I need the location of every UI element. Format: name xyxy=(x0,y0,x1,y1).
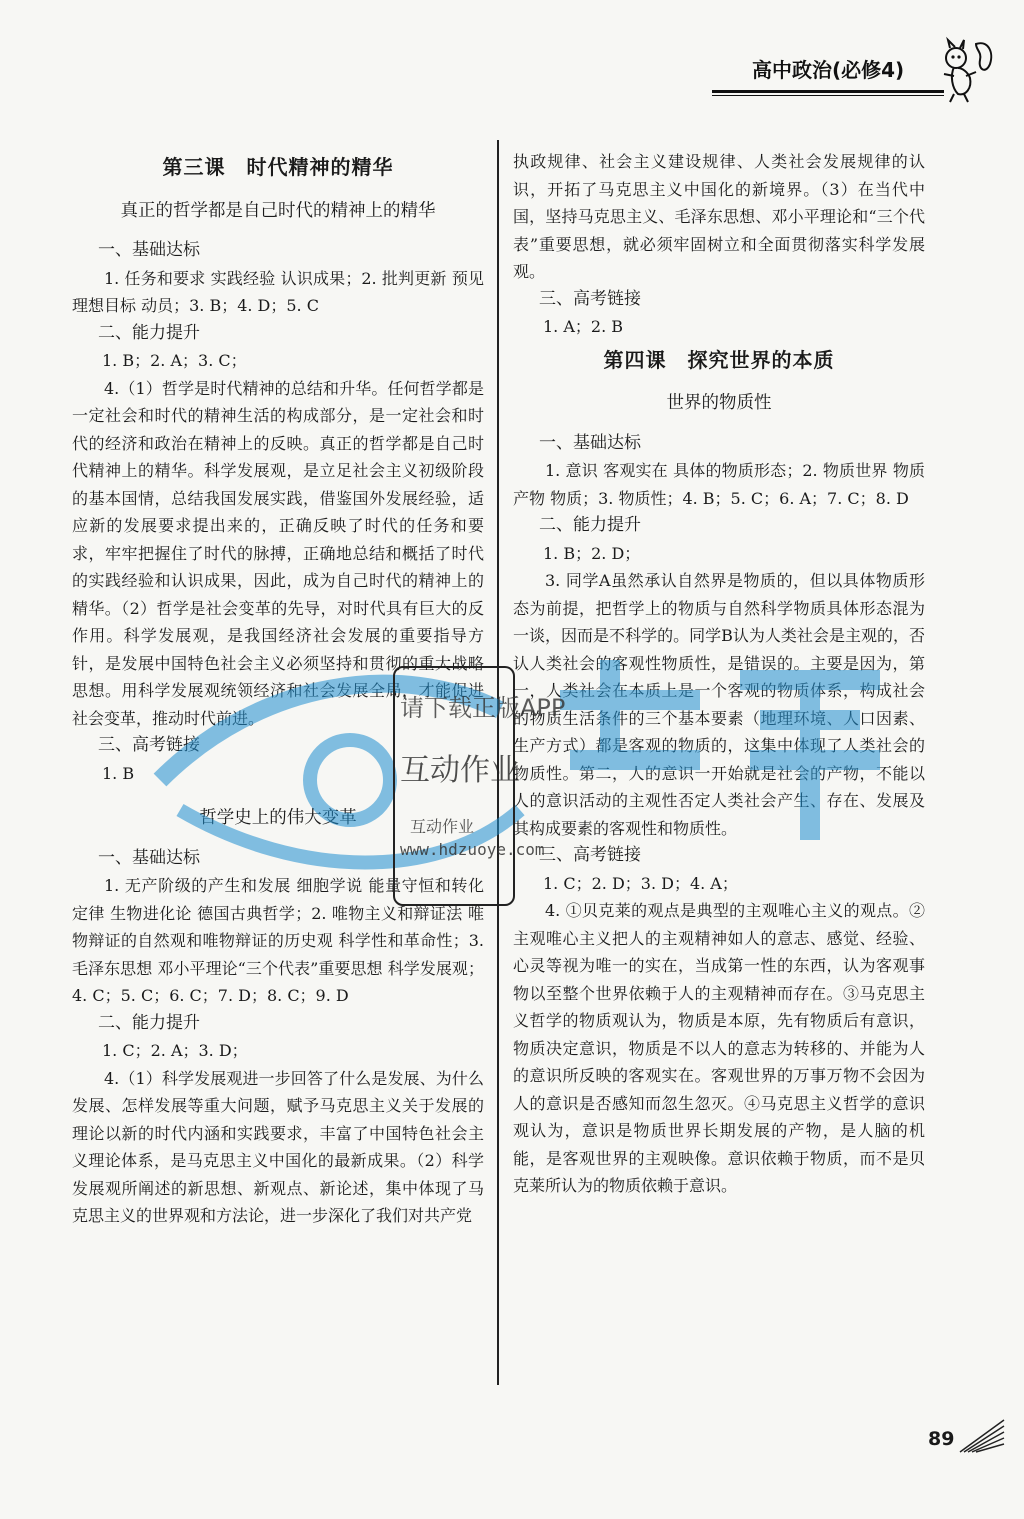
ability-answers: 1. C；2. A；3. D； xyxy=(102,1041,248,1060)
squirrel-mascot-icon xyxy=(936,36,996,106)
ability-text: 3. 同学A虽然承认自然界是物质的，但以具体物质形态为前提，把哲学上的物质与自然科学物质具体形态混为一谈，因而是不科学的。同学B认为人类社会是主观的，否认人类社会的客观性物质性，是错误的。主要是因为，第一，人类社会在本质上是一个客观的物质体系，构成社会的物质生活条件的三个基本要素（地理环境、人口因素、生产方式）都是客观的物质的，这集中体现了人类社会的物质性。第二，人的意识一开始就是社会的产物，不能以人的意识活动的主观性否定人类社会产生、存在、发展及其构成要素的客观性和物质性。 xyxy=(513,571,925,838)
header-rule xyxy=(712,90,944,93)
lesson-title: 第三课 时代精神的精华 xyxy=(162,155,394,179)
watermark-line2: 互动作业 xyxy=(400,753,520,788)
heading-basic: 一、基础达标 xyxy=(98,847,200,868)
book-title: 高中政治(必修4) xyxy=(752,58,905,82)
continued-text: 执政规律、社会主义建设规律、人类社会发展规律的认识，开拓了马克思主义中国化的新境界。（3）在当代中国，坚持马克思主义、毛泽东思想、邓小平理论和“三个代表”重要思想，就必须牢固树立和全面贯彻落实科学发展观。 xyxy=(513,152,925,281)
ability-text: 4.（1）科学发展观进一步回答了什么是发展、为什么发展、怎样发展等重大问题，赋予马克思主义关于发展的理论以新的时代内涵和实践要求，丰富了中国特色社会主义理论体系，是马克思主义中国化的最新成果。（2）科学发展观所阐述的新思想、新观点、新论述，集中体现了马克思主义的世界观和方法论，进一步深化了我们对共产党 xyxy=(72,1068,484,1225)
heading-ability: 二、能力提升 xyxy=(98,1012,200,1033)
watermark-line1: 请下载正版APP xyxy=(400,694,566,722)
header-rule-thin xyxy=(712,95,944,96)
heading-exam: 三、高考链接 xyxy=(98,735,200,755)
basic-answers: 1. 无产阶级的产生和发展 细胞学说 能量守恒和转化定律 生物进化论 德国古典哲学；2. 唯物主义和辩证法 唯物辩证的自然观和唯物辩证的历史观 科学性和革命性；3. 毛泽东思想 邓小平理论“三个代表”重要思想 科学发展观；4. C；5. C；6. C；7. D；8. C；9. D xyxy=(72,876,484,1005)
exam-text: 4. ①贝克莱的观点是典型的主观唯心主义的观点。②主观唯心主义把人的主观精神如人的意志、感觉、经验、心灵等视为唯一的实在，当成第一性的东西，认为客观事物以至整个世界依赖于人的主观精神而存在。③马克思主义哲学的物质观认为，物质是本原，先有物质后有意识，物质决定意识，物质是不以人的意志为转移的、并能为人的意识所反映的客观实在。客观世界的万事万物不会因为人的意识是否感知而忽生忽灭。④马克思主义哲学的意识观认为，意识是物质世界长期发展的产物，是人脑的机能，是客观世界的主观映像。意识依赖于物质，而不是贝克莱所认为的物质依赖于意识。 xyxy=(513,901,925,1195)
basic-answers: 1. 意识 客观实在 具体的物质形态；2. 物质世界 物质 产物 物质；3. 物质性；4. B；5. C；6. A；7. C；8. D xyxy=(513,461,925,508)
watermark-line3: 互动作业 xyxy=(410,817,475,836)
exam-answers: 1. C；2. D；3. D；4. A； xyxy=(543,873,738,893)
exam-answers: 1. A；2. B xyxy=(543,317,624,336)
basic-answers: 1. 任务和要求 实践经验 认识成果；2. 批判更新 预见 理想目标 动员；3. B；4. D；5. C xyxy=(72,268,484,315)
heading-exam: 三、高考链接 xyxy=(539,845,641,865)
ability-text: 4.（1）哲学是时代精神的总结和升华。任何哲学都是一定社会和时代的精神生活的构成部分，是一定社会和时代的经济和政治在精神上的反映。真正的哲学都是自己时代精神上的精华。科学发展观，是立足社会主义初级阶段的基本国情，总结我国发展实践，借鉴国外发展经验，适应新的发展要求提出来的，正确反映了时代的任务和要求，牢牢把握住了时代的脉搏，正确地总结和概括了时代的实践经验和认识成果，因此，成为自己时代的精神上的精华。（2）哲学是社会变革的先导，对时代具有巨大的反作用。科学发展观，是我国经济社会发展的重要指导方针，是发展中国特色社会主义必须坚持和贯彻的重大战略思想。用科学发展观统领经济和社会发展全局，才能促进社会变革，推动时代前进。 xyxy=(72,378,484,728)
lesson-title: 第四课 探究世界的本质 xyxy=(603,347,835,372)
ability-answers: 1. B；2. A；3. C； xyxy=(102,351,247,370)
page-number: 89 xyxy=(928,1428,955,1450)
heading-exam: 三、高考链接 xyxy=(539,288,641,309)
heading-ability: 二、能力提升 xyxy=(539,515,641,535)
section-title: 哲学史上的伟大变革 xyxy=(199,808,357,828)
section-title: 世界的物质性 xyxy=(666,393,772,413)
section-title: 真正的哲学都是自己时代的精神上的精华 xyxy=(120,200,436,221)
ability-answers: 1. B；2. D； xyxy=(543,543,641,563)
heading-basic: 一、基础达标 xyxy=(539,432,641,453)
heading-basic: 一、基础达标 xyxy=(98,240,200,260)
right-column xyxy=(513,148,925,1200)
heading-ability: 二、能力提升 xyxy=(98,322,200,343)
watermark-url: www.hdzuoye.com xyxy=(400,840,545,859)
page-corner-decoration-icon xyxy=(958,1418,1006,1454)
exam-answers: 1. B xyxy=(102,763,135,783)
